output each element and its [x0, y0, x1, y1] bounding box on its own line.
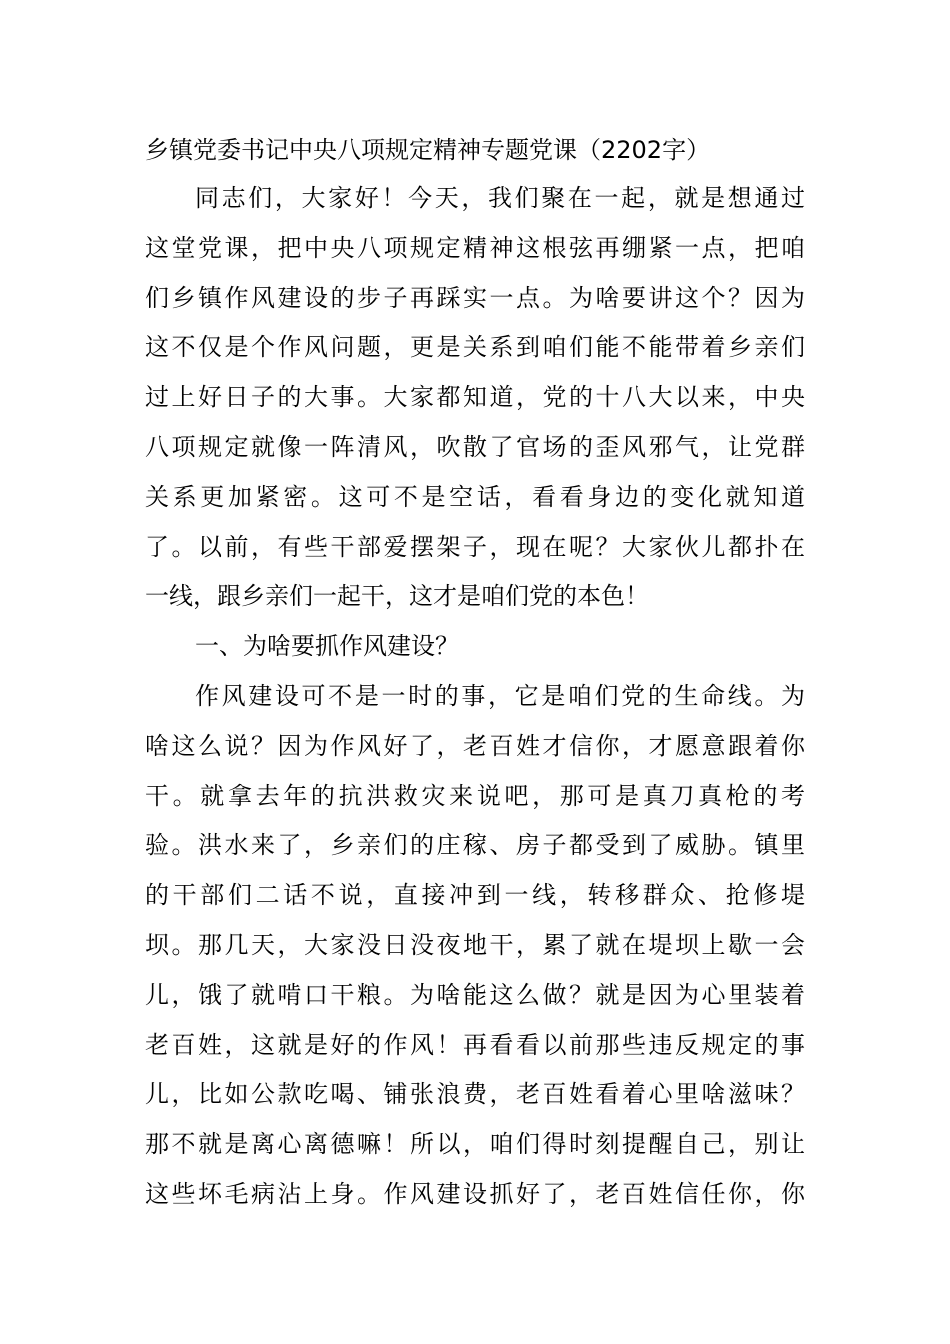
paragraph-line: 那不就是离心离德嘛！所以，咱们得时刻提醒自己，别让: [145, 1130, 805, 1158]
paragraph-line: 验。洪水来了，乡亲们的庄稼、房子都受到了威胁。镇里: [145, 831, 805, 859]
paragraph-line: 们乡镇作风建设的步子再踩实一点。为啥要讲这个？因为: [145, 284, 805, 312]
paragraph-line: 干。就拿去年的抗洪救灾来说吧，那可是真刀真枪的考: [145, 782, 805, 810]
paragraph-line: 八项规定就像一阵清风，吹散了官场的歪风邪气，让党群: [145, 433, 805, 461]
paragraph-line: 啥这么说？因为作风好了，老百姓才信你，才愿意跟着你: [145, 732, 805, 760]
paragraph-line: 坝。那几天，大家没日没夜地干，累了就在堤坝上歇一会: [145, 931, 805, 959]
paragraph-line: 老百姓，这就是好的作风！再看看以前那些违反规定的事: [145, 1031, 805, 1059]
paragraph-line: 这堂党课，把中央八项规定精神这根弦再绷紧一点，把咱: [145, 234, 805, 262]
paragraph-line: 这不仅是个作风问题，更是关系到咱们能不能带着乡亲们: [145, 333, 805, 361]
paragraph-line: 关系更加紧密。这可不是空话，看看身边的变化就知道: [145, 483, 805, 511]
paragraph-line: 这些坏毛病沾上身。作风建设抓好了，老百姓信任你，你: [145, 1180, 805, 1208]
paragraph-line: 了。以前，有些干部爱摆架子，现在呢？大家伙儿都扑在: [145, 533, 805, 561]
paragraph-line: 儿，饿了就啃口干粮。为啥能这么做？就是因为心里装着: [145, 981, 805, 1009]
paragraph-line: 的干部们二话不说，直接冲到一线，转移群众、抢修堤: [145, 881, 805, 909]
paragraph-line: 过上好日子的大事。大家都知道，党的十八大以来，中央: [145, 383, 805, 411]
paragraph-line: 儿，比如公款吃喝、铺张浪费，老百姓看着心里啥滋味？: [145, 1080, 805, 1108]
paragraph-line: 同志们，大家好！今天，我们聚在一起，就是想通过: [195, 184, 805, 212]
document-title: 乡镇党委书记中央八项规定精神专题党课（2202字）: [145, 136, 711, 164]
paragraph-line: 作风建设可不是一时的事，它是咱们党的生命线。为: [195, 682, 805, 710]
paragraph-line: 一线，跟乡亲们一起干，这才是咱们党的本色！: [145, 582, 649, 610]
section-heading: 一、为啥要抓作风建设？: [195, 632, 459, 660]
